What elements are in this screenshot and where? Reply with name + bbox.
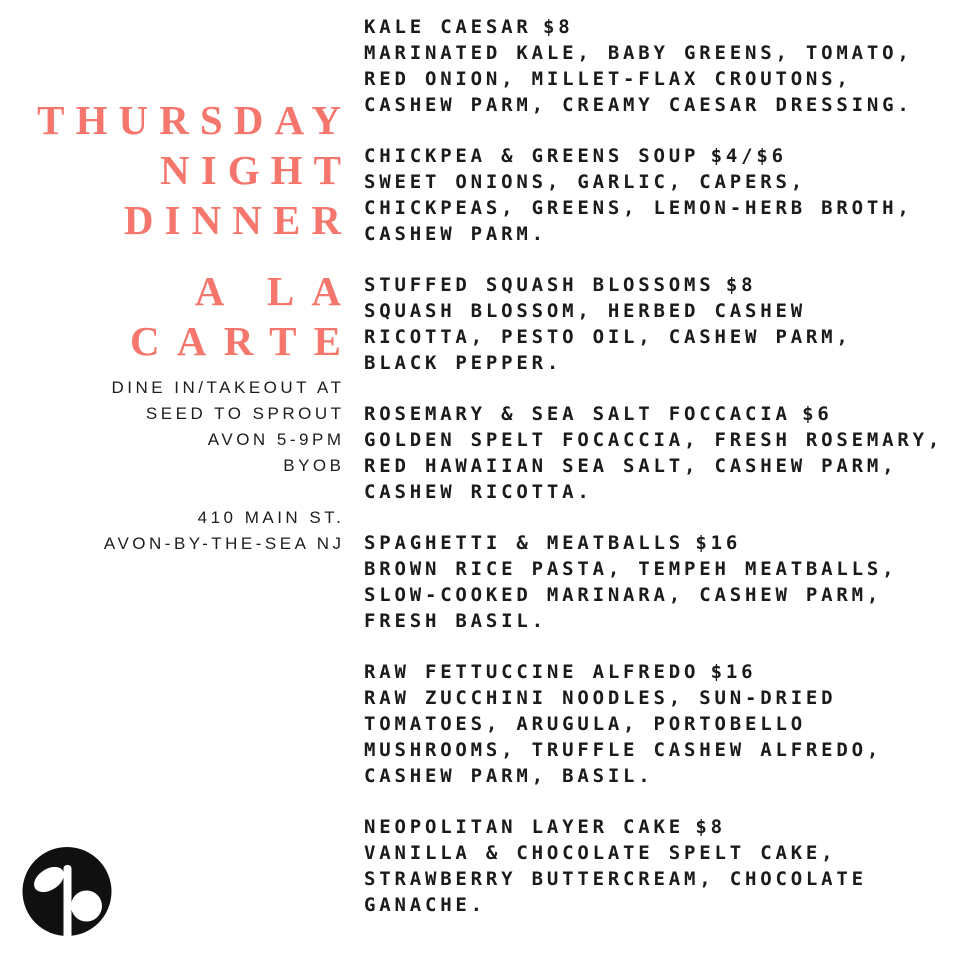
menu-left-column	[0, 0, 359, 557]
item-title	[364, 401, 960, 427]
menu-subtitle-line: A LA	[194, 268, 359, 314]
item-name: STUFFED SQUASH BLOSSOMS	[364, 274, 715, 296]
item-name: KALE CAESAR	[364, 16, 532, 38]
item-title	[364, 530, 960, 556]
menu-item	[364, 272, 960, 376]
item-title	[364, 272, 960, 298]
menu-title	[0, 0, 353, 245]
menu-item	[364, 659, 960, 789]
venue-info	[0, 375, 345, 479]
menu-item	[364, 401, 960, 505]
item-description-line: BLACK PEPPER.	[364, 352, 563, 374]
item-price: $16	[710, 661, 757, 683]
venue-info-line: SEED TO SPROUT	[145, 404, 345, 423]
menu-item	[364, 530, 960, 634]
item-description-line: CASHEW PARM, BASIL.	[364, 765, 654, 787]
item-price: $8	[695, 816, 726, 838]
item-description-line: MUSHROOMS, TRUFFLE CASHEW ALFREDO,	[364, 739, 883, 761]
menu-subtitle-line: CARTE	[130, 318, 359, 364]
item-description-line: VANILLA & CHOCOLATE SPELT CAKE,	[364, 842, 837, 864]
item-price: $8	[543, 16, 574, 38]
item-description-line: SLOW-COOKED MARINARA, CASHEW PARM,	[364, 584, 883, 606]
venue-info-line: BYOB	[283, 456, 345, 475]
item-price: $8	[725, 274, 757, 296]
item-description-line: RAW ZUCCHINI NOODLES, SUN-DRIED	[364, 687, 837, 709]
item-title	[364, 143, 960, 169]
menu-subtitle	[0, 266, 359, 366]
seed-to-sprout-logo-icon	[18, 844, 118, 960]
item-description-line: BROWN RICE PASTA, TEMPEH MEATBALLS,	[364, 558, 898, 580]
item-description-line: FRESH BASIL.	[364, 610, 547, 632]
venue-address-line: 410 MAIN ST.	[197, 508, 345, 527]
item-title	[364, 814, 960, 840]
item-description-line: MARINATED KALE, BABY GREENS, TOMATO,	[364, 42, 913, 64]
item-description-line: STRAWBERRY BUTTERCREAM, CHOCOLATE	[364, 868, 867, 890]
item-name: ROSEMARY & SEA SALT FOCCACIA	[364, 403, 791, 425]
menu-item	[364, 143, 960, 247]
item-name: SPAGHETTI & MEATBALLS	[364, 532, 685, 554]
item-description-line: RICOTTA, PESTO OIL, CASHEW PARM,	[364, 326, 852, 348]
menu-title-line: DINNER	[123, 197, 353, 243]
menu-item	[364, 14, 960, 118]
item-description-line: SQUASH BLOSSOM, HERBED CASHEW	[364, 300, 806, 322]
item-name: NEOPOLITAN LAYER CAKE	[364, 816, 685, 838]
item-price: $6	[802, 403, 833, 425]
item-description-line: TOMATOES, ARUGULA, PORTOBELLO	[364, 713, 806, 735]
item-name: RAW FETTUCCINE ALFREDO	[364, 661, 700, 683]
item-description-line: RED ONION, MILLET-FLAX CROUTONS,	[364, 68, 852, 90]
item-title	[364, 659, 960, 685]
menu-item	[364, 814, 960, 918]
venue-address-line: AVON-BY-THE-SEA NJ	[103, 534, 345, 553]
menu-items-list	[364, 0, 960, 943]
item-title	[364, 14, 960, 40]
item-description-line: GANACHE.	[364, 894, 486, 916]
item-price: $4/$6	[710, 145, 787, 167]
item-description-line: CHICKPEAS, GREENS, LEMON-HERB BROTH,	[364, 197, 913, 219]
menu-title-line: NIGHT	[160, 147, 353, 193]
item-description-line: CASHEW RICOTTA.	[364, 481, 593, 503]
menu-title-line: THURSDAY	[37, 97, 353, 143]
item-description-line: SWEET ONIONS, GARLIC, CAPERS,	[364, 171, 806, 193]
item-price: $16	[695, 532, 742, 554]
venue-address	[0, 505, 345, 557]
venue-info-line: AVON 5-9PM	[207, 430, 345, 449]
item-description-line: CASHEW PARM, CREAMY CAESAR DRESSING.	[364, 94, 913, 116]
item-name: CHICKPEA & GREENS SOUP	[364, 145, 700, 167]
item-description-line: GOLDEN SPELT FOCACCIA, FRESH ROSEMARY,	[364, 429, 944, 451]
venue-info-line: DINE IN/TAKEOUT AT	[111, 378, 345, 397]
item-description-line: RED HAWAIIAN SEA SALT, CASHEW PARM,	[364, 455, 898, 477]
item-description-line: CASHEW PARM.	[364, 223, 547, 245]
